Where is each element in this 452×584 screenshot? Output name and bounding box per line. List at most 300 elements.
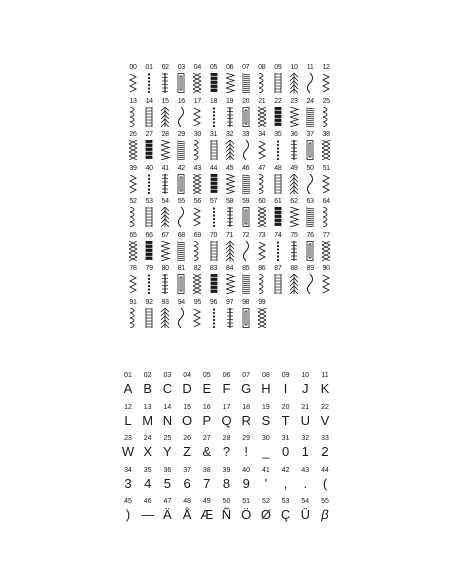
character-number: 34 — [124, 466, 132, 474]
character-cell — [312, 372, 338, 404]
stitch-pattern-icon — [208, 207, 220, 227]
stitch-cell — [254, 98, 270, 132]
stitch-pattern-icon — [159, 73, 171, 93]
stitch-cell — [206, 165, 222, 199]
stitch-pattern-icon — [240, 308, 252, 328]
stitch-cell — [286, 232, 302, 266]
character-number: 37 — [183, 466, 191, 474]
stitch-pattern-icon — [159, 207, 171, 227]
stitch-pattern-icon — [288, 73, 300, 93]
stitch-cell — [286, 198, 302, 232]
character-glyph: X — [143, 444, 153, 459]
character-number: 53 — [281, 498, 290, 505]
stitch-cell — [206, 232, 222, 266]
stitch-pattern-icon — [224, 140, 236, 160]
stitch-number: 74 — [274, 231, 282, 239]
stitch-cell — [125, 299, 141, 333]
stitch-number: 20 — [242, 97, 250, 105]
stitch-pattern-icon — [143, 207, 155, 227]
character-number: 41 — [261, 466, 270, 474]
character-number: 31 — [281, 435, 290, 442]
stitch-number: 86 — [258, 265, 266, 272]
stitch-number: 68 — [177, 231, 185, 239]
stitch-number: 28 — [161, 131, 169, 138]
stitch-number: 10 — [290, 64, 298, 71]
stitch-cell — [302, 165, 318, 199]
stitch-cell — [157, 131, 173, 165]
stitch-pattern-icon — [159, 174, 171, 194]
character-glyph: F — [222, 381, 231, 396]
stitch-pattern-icon — [256, 241, 268, 261]
stitch-cell — [254, 265, 270, 299]
stitch-number: 50 — [306, 164, 314, 172]
character-glyph: H — [261, 381, 271, 396]
stitch-cell — [270, 131, 286, 165]
character-chart — [118, 372, 338, 532]
stitch-cell — [157, 198, 173, 232]
stitch-pattern-icon — [127, 241, 139, 261]
character-glyph: ! — [244, 444, 248, 459]
character-glyph: E — [202, 381, 212, 396]
character-glyph: 7 — [203, 475, 211, 491]
stitch-pattern-icon — [320, 73, 332, 93]
stitch-number: 06 — [226, 64, 234, 71]
stitch-pattern-icon — [272, 140, 284, 160]
stitch-number: 27 — [145, 131, 153, 138]
stitch-pattern-icon — [240, 140, 252, 160]
stitch-pattern-icon — [208, 73, 220, 93]
character-glyph: M — [142, 412, 154, 428]
character-glyph: 3 — [124, 475, 132, 491]
character-number: 43 — [301, 466, 310, 474]
stitch-number: 52 — [129, 198, 137, 205]
stitch-number: 35 — [274, 131, 282, 138]
stitch-pattern-icon — [175, 174, 187, 194]
stitch-cell — [125, 265, 141, 299]
character-number: 30 — [261, 435, 270, 442]
stitch-cell — [318, 165, 334, 199]
stitch-cell — [141, 98, 157, 132]
stitch-cell — [125, 131, 141, 165]
character-number: 05 — [202, 372, 211, 379]
stitch-number: 13 — [129, 97, 137, 105]
stitch-number: 25 — [322, 97, 330, 105]
stitch-pattern-icon — [159, 107, 171, 127]
stitch-number: 60 — [258, 198, 266, 205]
stitch-cell — [254, 299, 270, 333]
stitch-pattern-icon — [272, 107, 284, 127]
stitch-pattern-icon — [240, 174, 252, 194]
stitch-cell — [189, 165, 205, 199]
character-glyph: Ü — [300, 507, 310, 522]
character-number: 51 — [242, 498, 251, 505]
stitch-number: 09 — [274, 64, 282, 71]
character-glyph: Å — [182, 507, 192, 522]
stitch-number: 07 — [242, 64, 250, 71]
stitch-cell — [222, 299, 238, 333]
stitch-number: 80 — [161, 265, 169, 272]
stitch-pattern-icon — [175, 73, 187, 93]
stitch-cell — [254, 198, 270, 232]
stitch-pattern-icon — [175, 207, 187, 227]
character-glyph: 0 — [281, 444, 290, 459]
stitch-pattern-icon — [127, 308, 139, 328]
stitch-pattern-icon — [304, 140, 316, 160]
stitch-cell — [222, 265, 238, 299]
stitch-cell — [157, 232, 173, 266]
character-number: 28 — [222, 435, 231, 442]
stitch-pattern-icon — [191, 241, 203, 261]
stitch-number: 59 — [242, 198, 250, 205]
character-glyph: Ø — [260, 507, 271, 522]
stitch-cell — [302, 98, 318, 132]
stitch-number: 66 — [145, 231, 153, 239]
character-number: 55 — [321, 498, 329, 505]
stitch-number: 99 — [258, 298, 266, 306]
stitch-cell — [141, 165, 157, 199]
stitch-cell — [173, 165, 189, 199]
character-number: 09 — [281, 372, 290, 379]
character-glyph: . — [303, 475, 308, 491]
stitch-number: 15 — [161, 97, 169, 105]
stitch-number: 04 — [193, 64, 201, 71]
stitch-number: 45 — [226, 164, 234, 172]
stitch-pattern-icon — [256, 207, 268, 227]
character-glyph: ' — [264, 475, 268, 491]
stitch-number: 21 — [258, 97, 266, 105]
stitch-cell — [318, 198, 334, 232]
character-cell — [312, 467, 338, 499]
character-glyph: T — [281, 412, 290, 428]
stitch-number: 11 — [306, 64, 314, 71]
stitch-pattern-icon — [256, 308, 268, 328]
character-number: 19 — [261, 403, 270, 411]
character-number: 48 — [183, 498, 191, 505]
character-number: 14 — [163, 403, 172, 411]
stitch-number: 63 — [306, 198, 314, 205]
stitch-pattern-icon — [224, 174, 236, 194]
stitch-pattern-icon — [191, 308, 203, 328]
stitch-number: 46 — [242, 164, 250, 172]
stitch-cell — [286, 64, 302, 98]
stitch-cell — [238, 98, 254, 132]
character-number: 32 — [301, 435, 310, 442]
stitch-cell — [222, 131, 238, 165]
character-glyph: _ — [262, 444, 270, 459]
character-glyph: 5 — [163, 475, 171, 491]
stitch-number: 87 — [274, 265, 282, 272]
stitch-cell — [157, 265, 173, 299]
stitch-number: 95 — [193, 298, 201, 306]
stitch-number: 71 — [226, 231, 234, 239]
stitch-cell — [302, 198, 318, 232]
character-cell — [312, 435, 338, 467]
character-glyph: D — [182, 381, 192, 396]
stitch-cell — [270, 265, 286, 299]
stitch-cell — [125, 165, 141, 199]
stitch-number: 89 — [306, 265, 314, 272]
stitch-number: 41 — [161, 164, 169, 172]
stitch-pattern-icon — [127, 207, 139, 227]
character-number: 18 — [242, 403, 251, 411]
character-glyph: ( — [322, 475, 328, 491]
stitch-cell — [238, 131, 254, 165]
stitch-cell — [141, 198, 157, 232]
stitch-pattern-icon — [288, 174, 300, 194]
stitch-cell — [286, 165, 302, 199]
character-cell — [312, 498, 338, 530]
stitch-pattern-icon — [127, 73, 139, 93]
stitch-cell — [141, 232, 157, 266]
stitch-cell — [125, 232, 141, 266]
character-glyph: I — [283, 381, 288, 396]
stitch-number: 47 — [258, 164, 266, 172]
stitch-pattern-icon — [127, 140, 139, 160]
stitch-pattern-icon — [191, 73, 203, 93]
stitch-number: 30 — [193, 131, 201, 138]
stitch-number: 67 — [161, 231, 169, 239]
stitch-number: 69 — [193, 231, 201, 239]
character-glyph: W — [121, 444, 135, 459]
stitch-pattern-chart — [125, 64, 335, 334]
stitch-number: 08 — [258, 64, 266, 71]
stitch-cell — [157, 299, 173, 333]
stitch-pattern-icon — [320, 107, 332, 127]
character-glyph: A — [123, 381, 133, 396]
stitch-pattern-icon — [304, 274, 316, 294]
stitch-pattern-icon — [256, 73, 268, 93]
stitch-cell — [222, 64, 238, 98]
stitch-number: 96 — [209, 298, 218, 306]
stitch-cell — [254, 165, 270, 199]
stitch-cell — [270, 165, 286, 199]
character-glyph: B — [143, 381, 153, 396]
stitch-number: 23 — [290, 97, 298, 105]
stitch-pattern-icon — [159, 140, 171, 160]
stitch-cell — [173, 98, 189, 132]
stitch-cell — [189, 64, 205, 98]
character-number: 25 — [163, 435, 172, 442]
character-glyph: 1 — [301, 444, 309, 459]
stitch-pattern-icon — [191, 140, 203, 160]
stitch-number: 61 — [274, 198, 282, 205]
stitch-pattern-icon — [224, 308, 236, 328]
stitch-number: 97 — [226, 298, 234, 306]
stitch-number: 37 — [306, 131, 314, 138]
stitch-cell — [189, 131, 205, 165]
stitch-number: 72 — [242, 231, 250, 239]
character-glyph: & — [202, 444, 212, 459]
character-number: 47 — [163, 498, 172, 505]
character-number: 06 — [222, 372, 231, 379]
stitch-number: 43 — [193, 164, 201, 172]
stitch-cell — [125, 98, 141, 132]
stitch-cell — [238, 64, 254, 98]
stitch-pattern-icon — [272, 174, 284, 194]
stitch-cell — [222, 232, 238, 266]
stitch-number: 73 — [258, 231, 266, 239]
stitch-pattern-icon — [175, 308, 187, 328]
character-glyph: U — [300, 412, 310, 428]
character-number: 10 — [301, 372, 310, 379]
stitch-number: 64 — [322, 198, 330, 205]
character-glyph: P — [202, 412, 212, 428]
character-glyph: 6 — [183, 475, 191, 491]
stitch-number: 02 — [161, 64, 169, 71]
character-number: 29 — [242, 435, 251, 442]
stitch-number: 42 — [177, 164, 185, 172]
stitch-pattern-icon — [240, 73, 252, 93]
stitch-cell — [173, 131, 189, 165]
stitch-pattern-icon — [143, 308, 155, 328]
character-glyph: V — [320, 412, 330, 428]
character-glyph: Ö — [241, 507, 252, 522]
stitch-cell — [270, 198, 286, 232]
stitch-pattern-icon — [320, 174, 332, 194]
stitch-pattern-icon — [320, 241, 332, 261]
stitch-pattern-icon — [127, 274, 139, 294]
stitch-number: 93 — [161, 298, 169, 306]
stitch-cell — [173, 64, 189, 98]
stitch-cell — [286, 265, 302, 299]
stitch-pattern-icon — [143, 107, 155, 127]
stitch-cell — [173, 299, 189, 333]
character-glyph: L — [124, 412, 132, 428]
stitch-number: 56 — [193, 198, 201, 205]
stitch-pattern-icon — [208, 274, 220, 294]
stitch-cell — [222, 98, 238, 132]
stitch-cell — [238, 198, 254, 232]
stitch-number: 38 — [322, 131, 330, 138]
stitch-cell — [125, 198, 141, 232]
character-glyph: O — [182, 412, 193, 428]
character-number: 42 — [281, 466, 290, 474]
stitch-number: 18 — [209, 97, 218, 105]
stitch-pattern-icon — [208, 241, 220, 261]
stitch-pattern-icon — [175, 274, 187, 294]
stitch-cell — [238, 265, 254, 299]
stitch-number: 05 — [209, 64, 218, 71]
stitch-pattern-icon — [143, 140, 155, 160]
character-number: 50 — [222, 498, 231, 505]
character-glyph: 9 — [242, 475, 250, 491]
stitch-cell — [270, 64, 286, 98]
character-glyph: — — [141, 507, 155, 522]
character-number: 04 — [183, 372, 191, 379]
stitch-number: 65 — [129, 231, 137, 239]
stitch-cell — [141, 64, 157, 98]
stitch-cell — [206, 198, 222, 232]
stitch-pattern-icon — [272, 207, 284, 227]
character-number: 15 — [183, 403, 191, 411]
stitch-cell — [157, 165, 173, 199]
stitch-cell — [270, 232, 286, 266]
stitch-number: 03 — [177, 64, 185, 71]
stitch-cell — [125, 64, 141, 98]
stitch-cell — [254, 64, 270, 98]
stitch-pattern-icon — [175, 140, 187, 160]
stitch-cell — [318, 265, 334, 299]
stitch-pattern-icon — [191, 107, 203, 127]
character-glyph: N — [162, 412, 173, 428]
character-glyph: Ä — [163, 507, 172, 522]
stitch-cell — [270, 98, 286, 132]
stitch-cell — [206, 98, 222, 132]
stitch-pattern-icon — [159, 308, 171, 328]
character-glyph: β — [321, 507, 329, 522]
stitch-cell — [254, 232, 270, 266]
stitch-pattern-icon — [256, 274, 268, 294]
character-number: 17 — [222, 403, 231, 411]
stitch-cell — [302, 64, 318, 98]
character-number: 54 — [301, 498, 310, 505]
character-glyph: Æ — [200, 507, 214, 522]
stitch-pattern-icon — [240, 241, 252, 261]
stitch-number: 62 — [290, 198, 298, 205]
character-number: 38 — [202, 466, 211, 474]
character-glyph: Z — [183, 444, 192, 459]
stitch-pattern-icon — [272, 274, 284, 294]
character-number: 08 — [261, 372, 270, 379]
stitch-pattern-icon — [127, 107, 139, 127]
character-number: 11 — [321, 372, 329, 379]
stitch-pattern-icon — [256, 107, 268, 127]
character-glyph: S — [261, 412, 271, 428]
stitch-cell — [189, 299, 205, 333]
character-number: 16 — [202, 403, 211, 411]
stitch-pattern-icon — [191, 274, 203, 294]
stitch-cell — [318, 98, 334, 132]
stitch-number: 75 — [290, 231, 298, 239]
stitch-pattern-icon — [288, 207, 300, 227]
stitch-pattern-icon — [304, 73, 316, 93]
stitch-number: 19 — [226, 97, 234, 105]
stitch-pattern-icon — [304, 174, 316, 194]
stitch-pattern-icon — [143, 274, 155, 294]
stitch-number: 76 — [306, 231, 314, 239]
stitch-cell — [141, 131, 157, 165]
stitch-number: 26 — [129, 131, 137, 138]
character-number: 36 — [163, 466, 172, 474]
stitch-pattern-icon — [288, 274, 300, 294]
stitch-number: 01 — [145, 64, 153, 71]
stitch-number: 29 — [177, 131, 185, 138]
character-glyph: R — [241, 412, 251, 428]
stitch-cell — [173, 198, 189, 232]
stitch-pattern-icon — [143, 241, 155, 261]
stitch-cell — [238, 299, 254, 333]
stitch-pattern-icon — [304, 107, 316, 127]
character-number: 23 — [124, 435, 132, 442]
stitch-number: 78 — [129, 265, 137, 272]
stitch-pattern-icon — [224, 274, 236, 294]
stitch-pattern-icon — [208, 140, 220, 160]
stitch-pattern-icon — [208, 308, 220, 328]
stitch-cell — [206, 64, 222, 98]
character-number: 13 — [143, 403, 152, 411]
stitch-pattern-icon — [175, 241, 187, 261]
stitch-pattern-icon — [159, 241, 171, 261]
stitch-cell — [206, 299, 222, 333]
character-number: 12 — [124, 403, 132, 411]
stitch-cell — [189, 265, 205, 299]
stitch-pattern-icon — [288, 241, 300, 261]
stitch-number: 12 — [322, 64, 330, 71]
stitch-number: 57 — [209, 198, 218, 205]
stitch-pattern-icon — [320, 140, 332, 160]
character-number: 02 — [143, 372, 152, 379]
stitch-pattern-icon — [320, 207, 332, 227]
